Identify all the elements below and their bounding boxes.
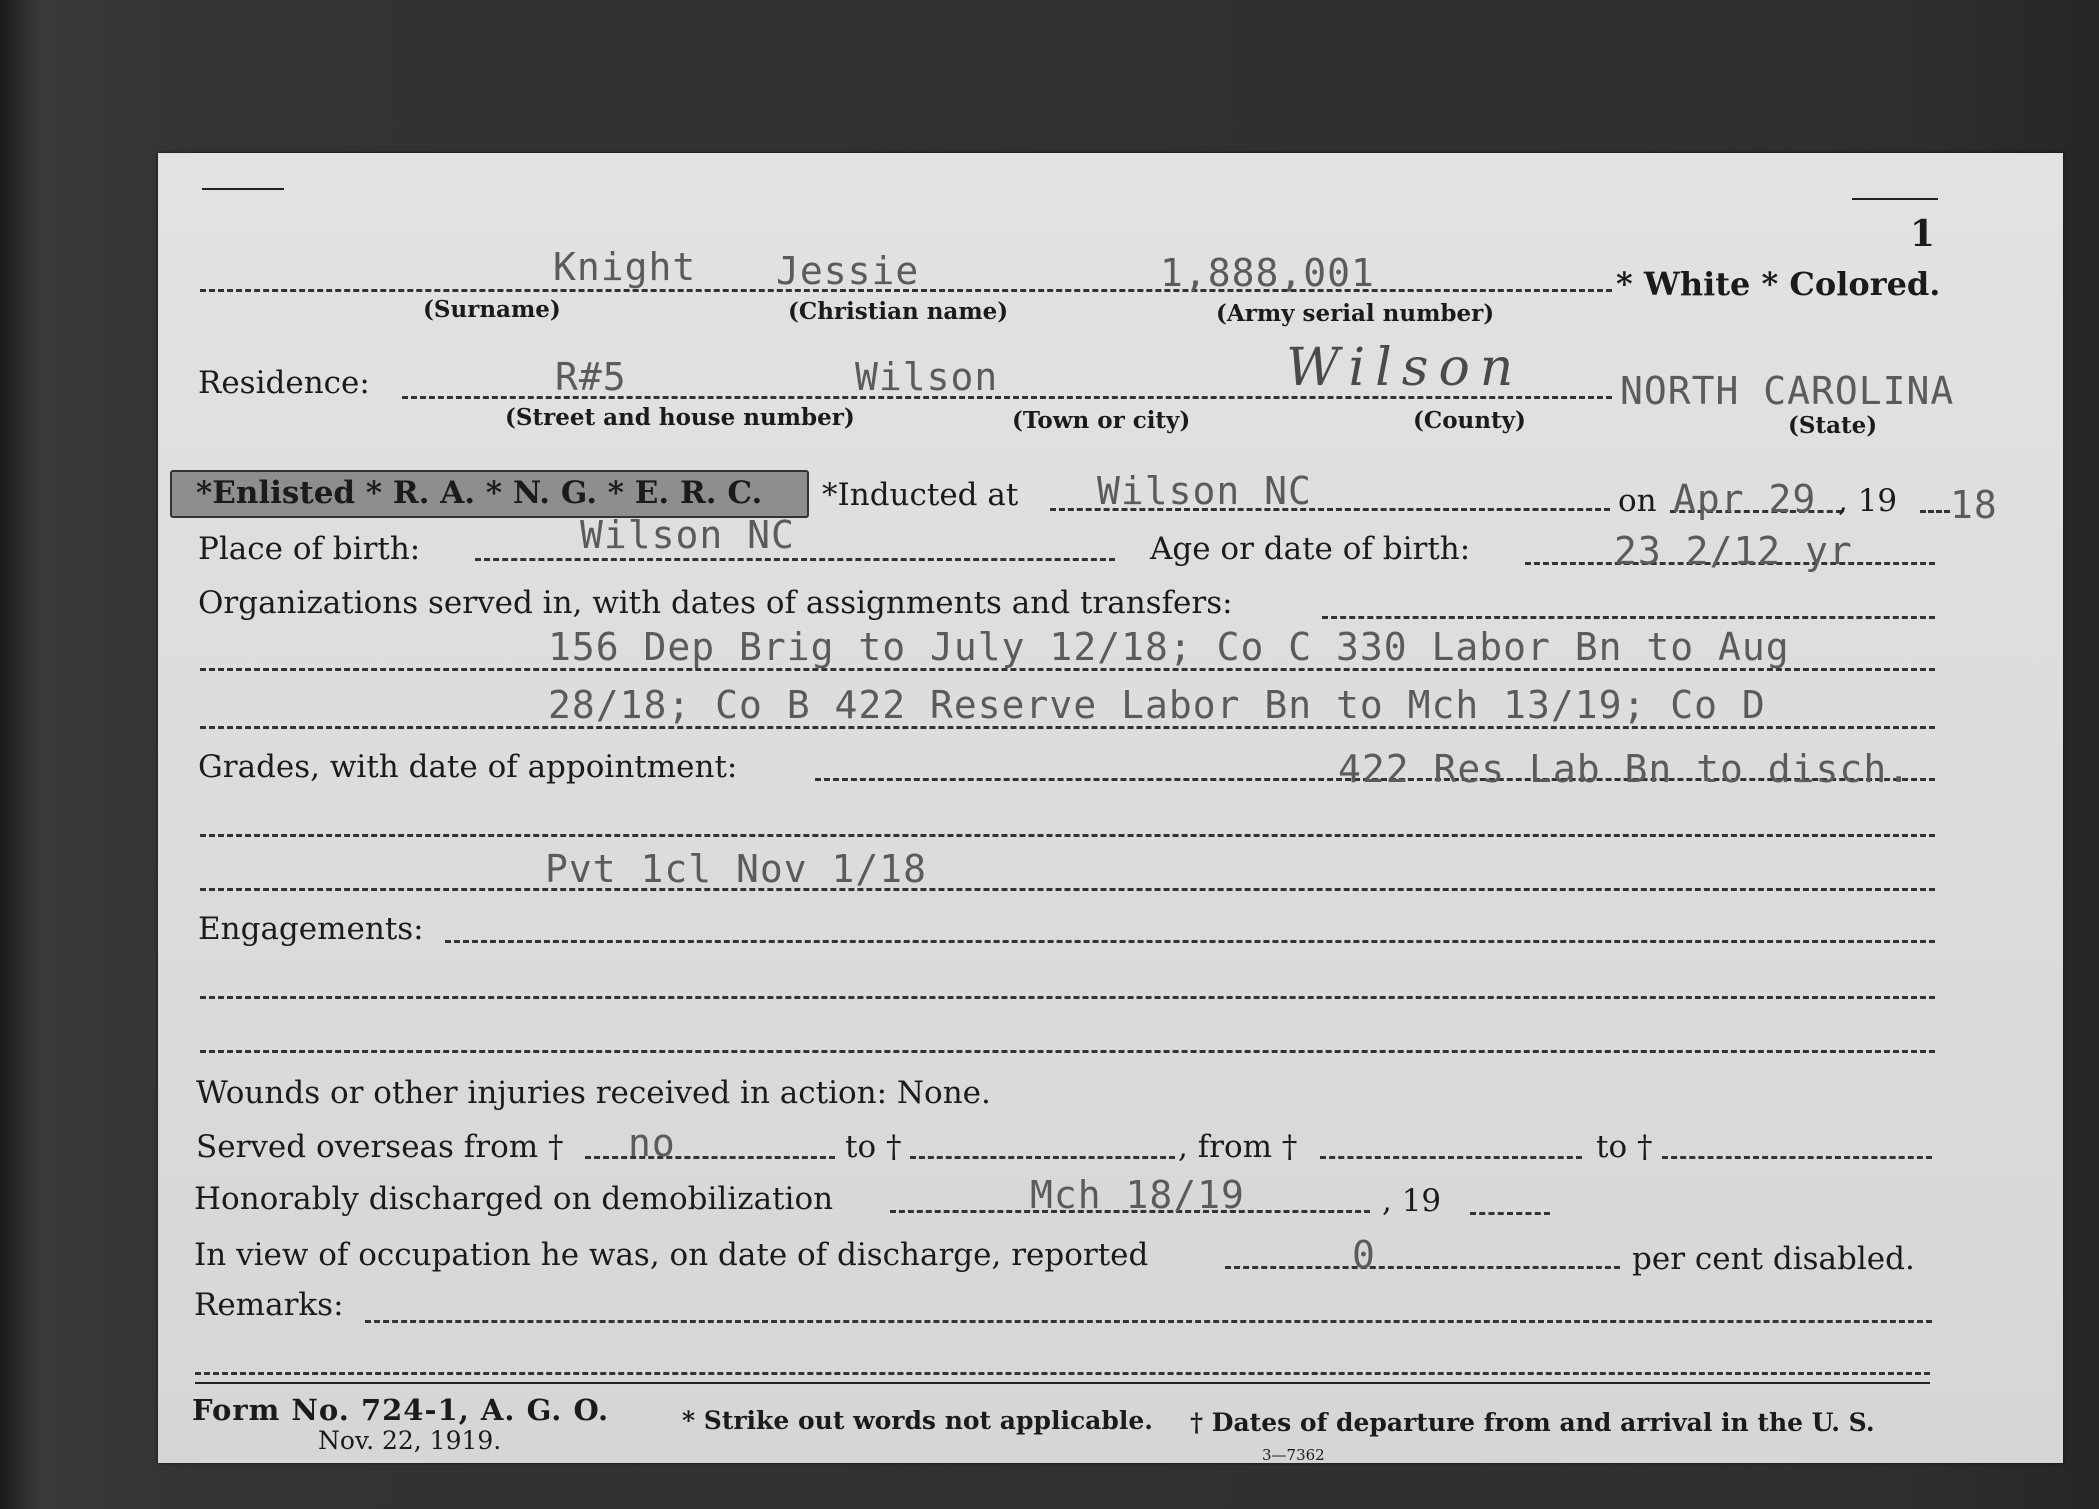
town-caption: (Town or city) <box>1012 407 1191 434</box>
christian-name-caption: (Christian name) <box>788 298 1009 325</box>
inducted-place-value: Wilson NC <box>1097 469 1312 513</box>
engagements-line-2 <box>200 996 1935 999</box>
year-prefix: , 19 <box>1838 483 1898 519</box>
corner-rule <box>202 188 284 190</box>
year-line <box>1920 510 1950 513</box>
inducted-label: *Inducted at <box>822 477 1019 513</box>
disability-line <box>1225 1266 1620 1269</box>
print-code: 3—7362 <box>1262 1446 1325 1464</box>
disability-suffix: per cent disabled. <box>1632 1241 1915 1277</box>
remarks-label: Remarks: <box>194 1287 344 1323</box>
organizations-value-1: 156 Dep Brig to July 12/18; Co C 330 Labor Bn to Aug <box>548 625 1790 669</box>
organizations-line-0 <box>1322 616 1935 619</box>
card-number: 1 <box>1910 213 1936 255</box>
overseas-from2-line <box>1320 1156 1582 1159</box>
residence-label: Residence: <box>198 365 370 401</box>
overseas-from-line <box>585 1156 835 1159</box>
overseas-from2-label: , from † <box>1178 1129 1298 1165</box>
race-options: * White * Colored. <box>1616 265 1941 303</box>
overseas-from-value: no <box>628 1121 676 1165</box>
card-number-rule <box>1852 198 1938 200</box>
induction-date-value: Apr 29 <box>1673 477 1817 521</box>
engagements-line-3 <box>200 1050 1935 1053</box>
discharge-label: Honorably discharged on demobilization <box>194 1181 834 1217</box>
place-of-birth-value: Wilson NC <box>580 513 795 557</box>
form-number: Form No. 724-1, A. G. O. <box>192 1393 610 1427</box>
serial-caption: (Army serial number) <box>1216 300 1495 327</box>
street-value: R#5 <box>555 355 627 399</box>
footer-rule <box>195 1382 1930 1384</box>
county-caption: (County) <box>1413 407 1526 434</box>
organizations-value-3: 422 Res Lab Bn to disch. <box>1338 747 1912 791</box>
county-value: Wilson <box>1286 338 1524 398</box>
grades-line-2 <box>200 834 1935 837</box>
overseas-to2-label: to † <box>1596 1129 1653 1165</box>
overseas-label: Served overseas from † <box>196 1129 564 1165</box>
remarks-line-2 <box>195 1372 1930 1375</box>
grades-line-3 <box>200 888 1935 891</box>
form-date: Nov. 22, 1919. <box>318 1426 502 1455</box>
wounds-text: Wounds or other injuries received in action: None. <box>196 1075 991 1111</box>
age-label: Age or date of birth: <box>1150 531 1471 567</box>
state-value: NORTH CAROLINA <box>1620 369 1955 413</box>
engagements-line-1 <box>445 940 1935 943</box>
town-value: Wilson <box>855 355 999 399</box>
dates-note: † Dates of departure from and arrival in the U. S. <box>1190 1408 1875 1437</box>
place-of-birth-line <box>475 558 1115 561</box>
engagements-label: Engagements: <box>198 911 424 947</box>
discharge-date-value: Mch 18/19 <box>1030 1173 1245 1217</box>
christian-name-value: Jessie <box>776 249 920 293</box>
grades-label: Grades, with date of appointment: <box>198 749 738 785</box>
strike-note: * Strike out words not applicable. <box>682 1406 1153 1435</box>
remarks-line-1 <box>365 1320 1932 1323</box>
serial-number-value: 1,888,001 <box>1160 251 1375 295</box>
discharge-year-line <box>1470 1212 1550 1215</box>
place-of-birth-label: Place of birth: <box>198 531 421 567</box>
enlisted-options: *Enlisted * R. A. * N. G. * E. R. C. <box>196 475 763 511</box>
organizations-label: Organizations served in, with dates of assignments and transfers: <box>198 585 1233 621</box>
organizations-value-2: 28/18; Co B 422 Reserve Labor Bn to Mch 13/19; Co D <box>548 683 1766 727</box>
on-label: on <box>1618 483 1657 519</box>
age-value: 23 2/12 yr <box>1614 529 1853 573</box>
overseas-to-line <box>910 1156 1175 1159</box>
street-caption: (Street and house number) <box>505 404 855 431</box>
discharge-year-label: , 19 <box>1382 1183 1442 1219</box>
surname-value: Knight <box>553 245 697 289</box>
disability-label: In view of occupation he was, on date of discharge, reported <box>194 1237 1149 1273</box>
overseas-to2-line <box>1662 1156 1932 1159</box>
grades-value: Pvt 1cl Nov 1/18 <box>545 847 928 891</box>
disability-value: 0 <box>1352 1233 1376 1277</box>
state-caption: (State) <box>1788 412 1878 439</box>
overseas-to-label: to † <box>845 1129 902 1165</box>
induction-year-value: 18 <box>1950 483 1998 527</box>
surname-caption: (Surname) <box>423 296 561 323</box>
